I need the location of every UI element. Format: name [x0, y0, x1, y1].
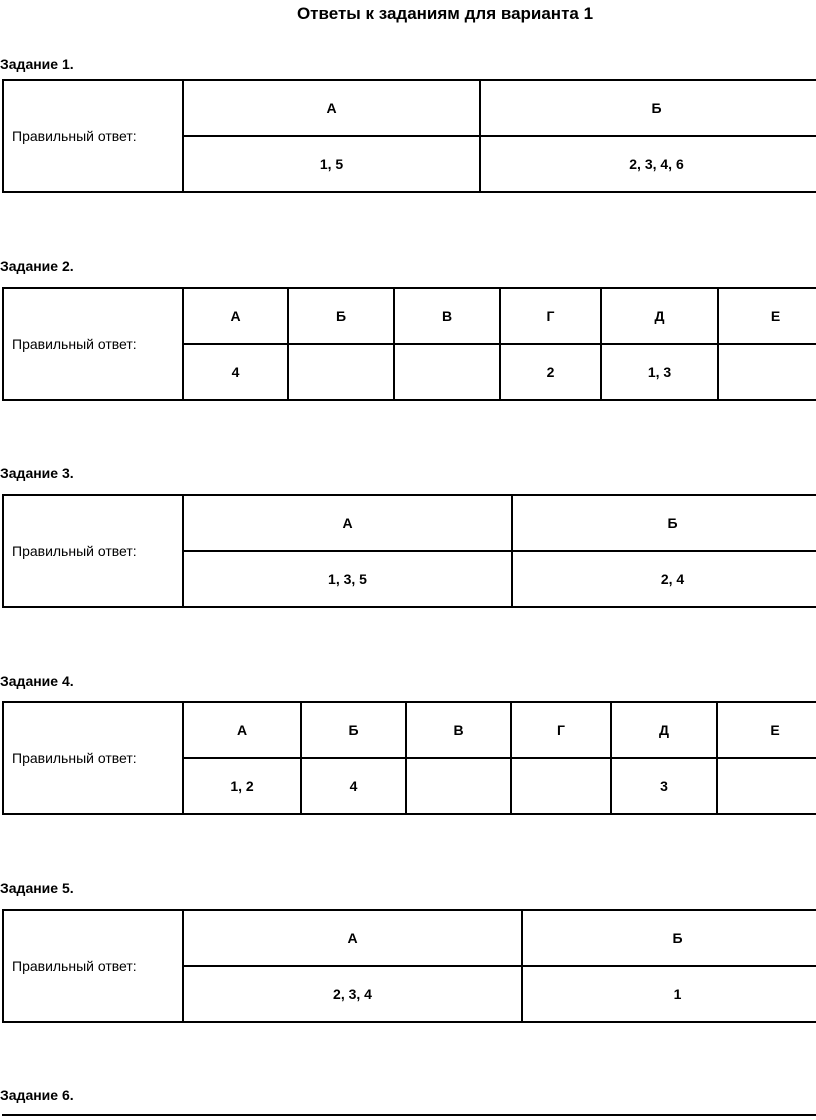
- answer-cell-d: 1, 3: [601, 344, 718, 400]
- task-2-heading: Задание 2.: [0, 258, 74, 274]
- column-header-e: Е: [717, 702, 816, 758]
- answer-cell-b: 1: [522, 966, 816, 1022]
- table-row: [3, 288, 816, 344]
- column-header-g: Г: [500, 288, 601, 344]
- answer-cell-d: 3: [611, 758, 717, 814]
- answer-cell-a: 1, 3, 5: [183, 551, 512, 607]
- row-label: Правильный ответ:: [3, 495, 183, 607]
- table-row: [3, 910, 816, 966]
- answer-cell-b: 4: [301, 758, 406, 814]
- column-header-a: А: [183, 910, 522, 966]
- answer-cell-e: [717, 758, 816, 814]
- answer-cell-b: [288, 344, 394, 400]
- answer-cell-b: 2, 4: [512, 551, 816, 607]
- task-3-heading: Задание 3.: [0, 465, 74, 481]
- table-row: [3, 495, 816, 551]
- answer-cell-v: [406, 758, 511, 814]
- column-header-b: Б: [512, 495, 816, 551]
- row-label: Правильный ответ:: [3, 702, 183, 814]
- column-header-e: Е: [718, 288, 816, 344]
- task-5-heading: Задание 5.: [0, 880, 74, 896]
- column-header-a: А: [183, 702, 301, 758]
- answer-cell-e: [718, 344, 816, 400]
- answer-cell-g: [511, 758, 611, 814]
- column-header-b: Б: [480, 80, 816, 136]
- task-1-answer-table: [2, 79, 816, 193]
- task-6-table-top-border: [2, 1114, 816, 1116]
- answer-cell-a: 1, 2: [183, 758, 301, 814]
- column-header-b: Б: [301, 702, 406, 758]
- column-header-v: В: [394, 288, 500, 344]
- row-label: Правильный ответ:: [3, 288, 183, 400]
- task-4-heading: Задание 4.: [0, 673, 74, 689]
- row-label: Правильный ответ:: [3, 910, 183, 1022]
- answer-cell-a: 1, 5: [183, 136, 480, 192]
- answer-cell-b: 2, 3, 4, 6: [480, 136, 816, 192]
- row-label: Правильный ответ:: [3, 80, 183, 192]
- task-2-answer-table: [2, 287, 816, 401]
- column-header-a: А: [183, 495, 512, 551]
- task-5-answer-table: [2, 909, 816, 1023]
- answer-cell-g: 2: [500, 344, 601, 400]
- task-3-answer-table: [2, 494, 816, 608]
- column-header-v: В: [406, 702, 511, 758]
- table-row: [3, 702, 816, 758]
- column-header-b: Б: [522, 910, 816, 966]
- answer-cell-a: 4: [183, 344, 288, 400]
- table-row: [3, 80, 816, 136]
- column-header-a: А: [183, 80, 480, 136]
- task-1-heading: Задание 1.: [0, 56, 74, 72]
- column-header-b: Б: [288, 288, 394, 344]
- column-header-g: Г: [511, 702, 611, 758]
- page-title: Ответы к заданиям для варианта 1: [296, 4, 594, 23]
- column-header-d: Д: [601, 288, 718, 344]
- task-6-heading: Задание 6.: [0, 1087, 74, 1103]
- answer-cell-v: [394, 344, 500, 400]
- answer-cell-a: 2, 3, 4: [183, 966, 522, 1022]
- task-4-answer-table: [2, 701, 816, 815]
- column-header-d: Д: [611, 702, 717, 758]
- column-header-a: А: [183, 288, 288, 344]
